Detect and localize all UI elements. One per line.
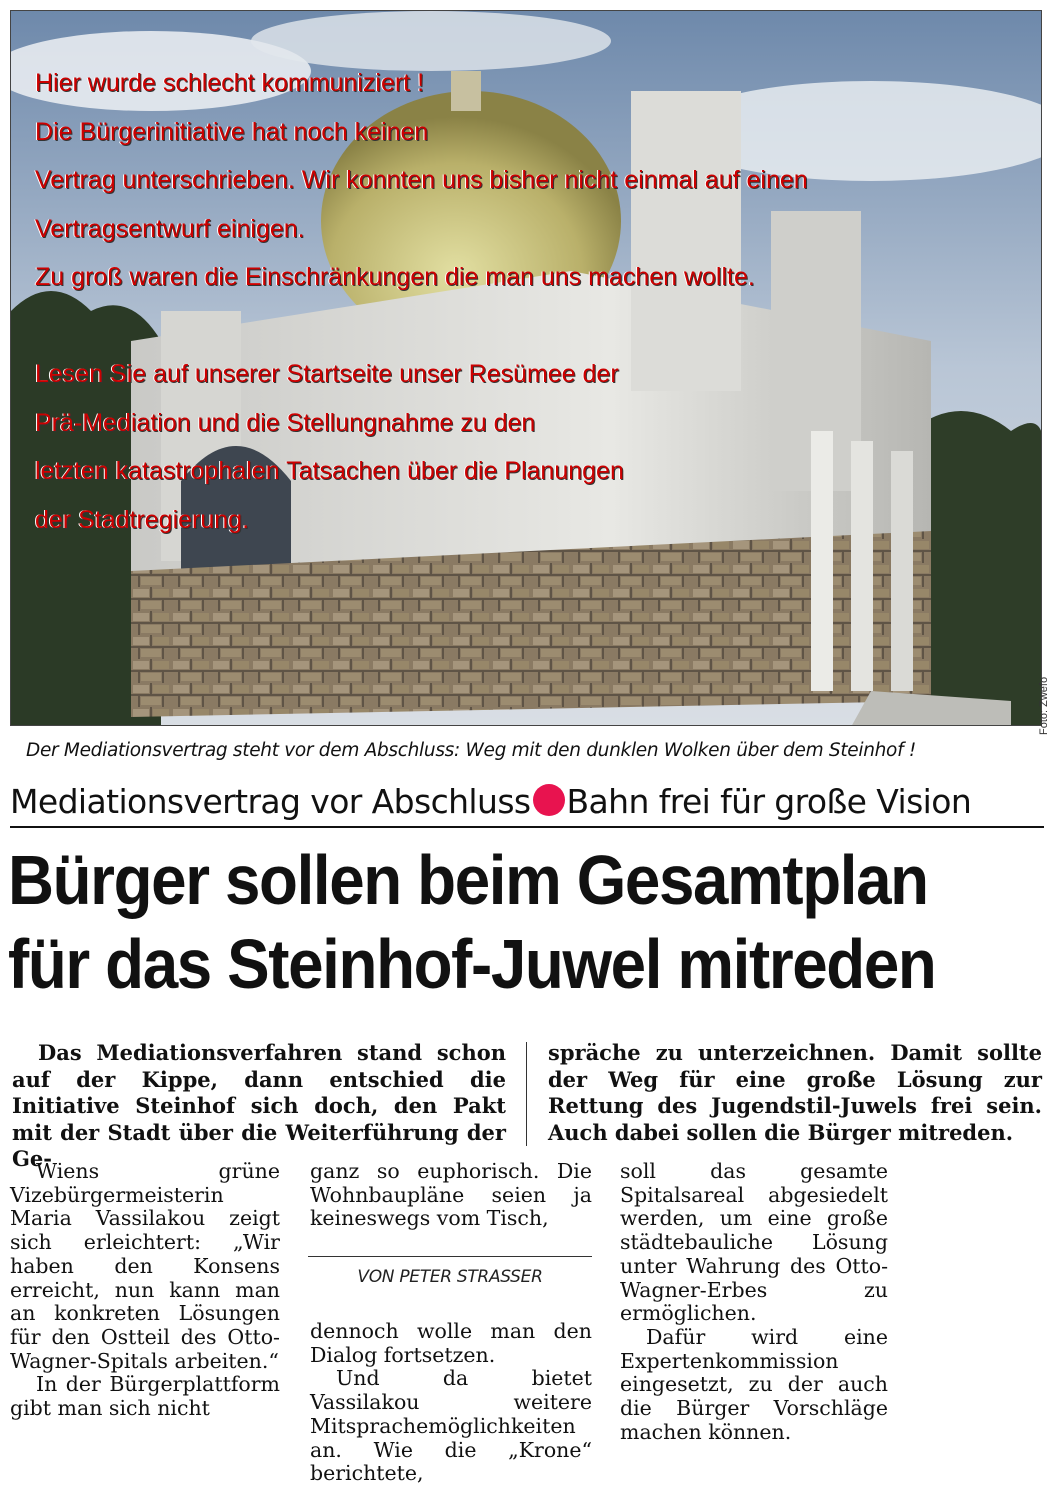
body-column-2	[310, 1160, 592, 1231]
church-photo	[10, 10, 1042, 726]
overlay-notice	[35, 59, 1035, 544]
overlay-line: Die Bürgerinitiative hat noch keinen	[35, 117, 429, 146]
body-paragraph: dennoch wolle man den Dialog fortsetzen.	[310, 1319, 592, 1367]
byline: VON PETER STRASSER	[308, 1256, 592, 1287]
headline-line-1: Bürger sollen beim Gesamtplan	[8, 841, 928, 919]
overlay-line: Hier wurde schlecht kommuniziert !	[35, 69, 425, 97]
overlay-line: Vertragsentwurf einigen.	[35, 214, 305, 243]
kicker-left: Mediationsvertrag vor Abschluss	[10, 782, 531, 821]
overlay-line: der Stadtregierung.	[35, 505, 250, 534]
kicker-right: Bahn frei für große Vision	[566, 782, 972, 821]
body-paragraph: soll das gesamte Spitalsareal abgesiedelt werden, um eine große städtebauliche Lösung unter Wahrung des Otto-Wagner-Erbes zu ermöglichen.	[620, 1159, 888, 1326]
headline	[8, 838, 960, 1006]
column-divider	[526, 1042, 527, 1146]
overlay-line: Vertrag unterschrieben. Wir konnten uns bisher nicht einmal auf einen	[35, 166, 808, 195]
overlay-line: letzten katastrophalen Tatsachen über die Planungen	[35, 457, 624, 486]
overlay-line: Lesen Sie auf unserer Startseite unser Resümee der	[35, 359, 619, 388]
kicker-line	[10, 780, 1044, 828]
overlay-line: Prä-Mediation und die Stellungnahme zu den	[35, 408, 536, 437]
lead-paragraph-left: Das Mediationsverfahren stand schon auf der Kippe, dann entschied die Initiative Steinhof sich doch, den Pakt mit der Stadt über die Weiterführung der Ge-	[12, 1040, 506, 1171]
bullet-dot-icon	[533, 784, 565, 816]
body-paragraph: ganz so euphorisch. Die Wohnbaupläne seien ja keineswegs vom Tisch,	[310, 1159, 592, 1231]
body-paragraph: Und da bietet Vassilakou weitere Mitsprachemöglichkeiten an. Wie die „Krone“ berichtete,	[310, 1366, 592, 1486]
body-paragraph: Wiens grüne Vizebürgermeisterin Maria Vassilakou zeigt sich erleichtert: „Wir haben den Konsens erreicht, nun kann man an konkreten Lösungen für den Ostteil des Otto-Wagner-Spitals arbeiten.“	[10, 1159, 280, 1373]
photo-credit: Foto: Zwefo	[1038, 676, 1050, 735]
body-paragraph: Dafür wird eine Expertenkommission eingesetzt, zu der auch die Bürger Vorschläge machen können.	[620, 1324, 888, 1444]
body-paragraph: In der Bürgerplattform gibt man sich nicht	[10, 1372, 280, 1421]
body-column-2-continued	[310, 1320, 592, 1486]
lead-paragraph-right: spräche zu unterzeichnen. Damit sollte der Weg für eine große Lösung zur Rettung des Jugendstil-Juwels frei sein. Auch dabei sollen die Bürger mitreden.	[548, 1040, 1042, 1145]
headline-line-2: für das Steinhof-Juwel mitreden	[8, 925, 936, 1003]
body-column-1	[10, 1160, 280, 1421]
body-column-3	[620, 1160, 888, 1444]
photo-caption: Der Mediationsvertrag steht vor dem Abschluss: Weg mit den dunklen Wolken über dem Steinhof !	[26, 740, 916, 761]
overlay-line: Zu groß waren die Einschränkungen die man uns machen wollte.	[35, 263, 755, 292]
